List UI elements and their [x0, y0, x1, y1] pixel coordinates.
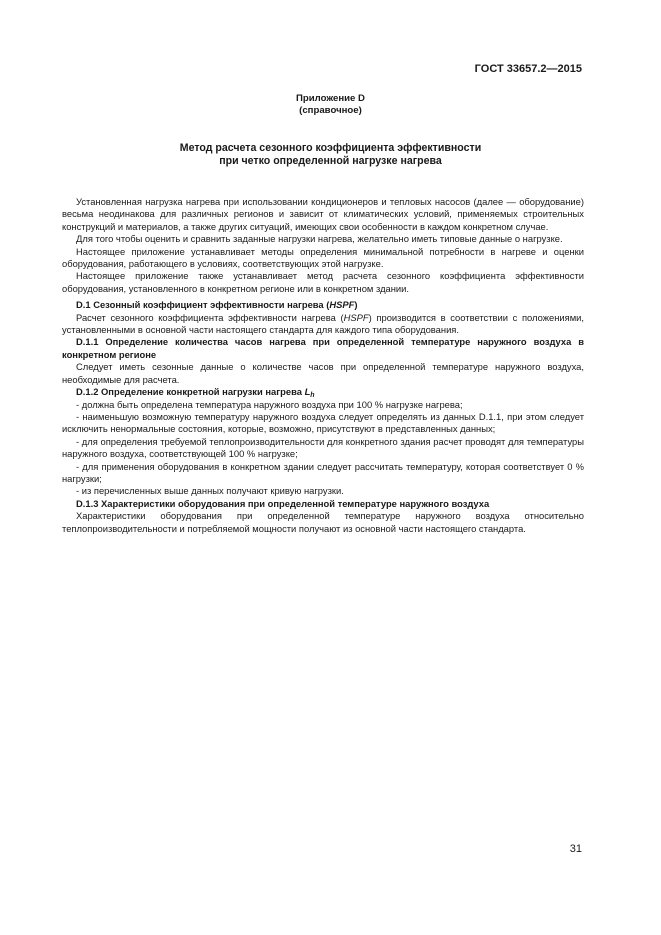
- annex-heading-line-2: при четко определенной нагрузке нагрева: [219, 155, 442, 167]
- section-d12-item-1: - должна быть определена температура наружного воздуха при 100 % нагрузке нагрева;: [76, 398, 463, 410]
- annex-subtitle: (справочное): [299, 105, 362, 116]
- intro-paragraph-4: Настоящее приложение также устанавливает метод расчета сезонного коэффициента эффективности оборудования, установленного в конкретном регионе или в конкретном здании.: [62, 270, 584, 294]
- section-d12-item-4: - для применения оборудования в конкретном здании следует рассчитать температуру, которая соответствует 0 % нагрузки;: [62, 460, 584, 484]
- intro-paragraph-3: Настоящее приложение устанавливает методы определения минимальной потребности в нагреве и оценки оборудования, работающего в условиях, соответствующих этой нагрузке.: [62, 245, 584, 270]
- document-code: ГОСТ 33657.2—2015: [474, 63, 582, 75]
- section-d1-heading: D.1 Сезонный коэффициент эффективности нагрева (HSPF): [76, 299, 358, 311]
- intro-paragraph-2: Для того чтобы оценить и сравнить заданные нагрузки нагрева, желательно иметь типовые данные о нагрузке.: [76, 233, 563, 245]
- annex-label: [0, 93, 661, 117]
- document-body: [62, 196, 584, 535]
- annex-title: Приложение D: [296, 93, 365, 104]
- section-d13-body: Характеристики оборудования при определенной температуре наружного воздуха относительно теплопроизводительности и потребляемой мощности получают из основной части настоящего стандарта.: [62, 510, 584, 534]
- section-d12-item-3: - для определения требуемой теплопроизводительности для конкретного здания расчет проводят для температуры наружного воздуха, соответствующей 100 % нагрузке;: [62, 435, 584, 460]
- annex-heading-line-1: Метод расчета сезонного коэффициента эффективности: [179, 142, 482, 154]
- section-d12-heading: D.1.2 Определение конкретной нагрузки нагрева $L_h$: [76, 386, 315, 400]
- page-number: 31: [569, 843, 582, 855]
- section-d12-item-2: - наименьшую возможную температуру наружного воздуха следует определять из данных D.1.1, при этом следует исключить ненормальные состояния, которые, возможно, присутствуют в представленных данных;: [62, 410, 584, 435]
- annex-heading: [0, 142, 661, 168]
- section-d13-heading: D.1.3 Характеристики оборудования при определенной температуре наружного воздуха: [76, 497, 490, 509]
- section-d12-item-5: - из перечисленных выше данных получают кривую нагрузки.: [76, 485, 344, 497]
- intro-paragraph-1: Установленная нагрузка нагрева при использовании кондиционеров и тепловых насосов (далее — оборудование) весьма неодинакова для различных регионов и зависит от климатических условий, применяемых строительных конструкций и материалов, а также других ситуаций, имеющих свои особенности в каждом конкретном случае.: [62, 196, 584, 232]
- section-d11-heading: D.1.1 Определение количества часов нагрева при определенной температуре наружного воздуха в конкретном регионе: [62, 336, 584, 360]
- section-d11-body: Следует иметь сезонные данные о количестве часов при определенной температуре наружного воздуха, необходимые для расчета.: [62, 361, 584, 385]
- section-d1-body: Расчет сезонного коэффициента эффективности нагрева (HSPF) производится в соответствии с положениями, установленными в основной части настоящего стандарта для каждого типа оборудования.: [62, 311, 584, 336]
